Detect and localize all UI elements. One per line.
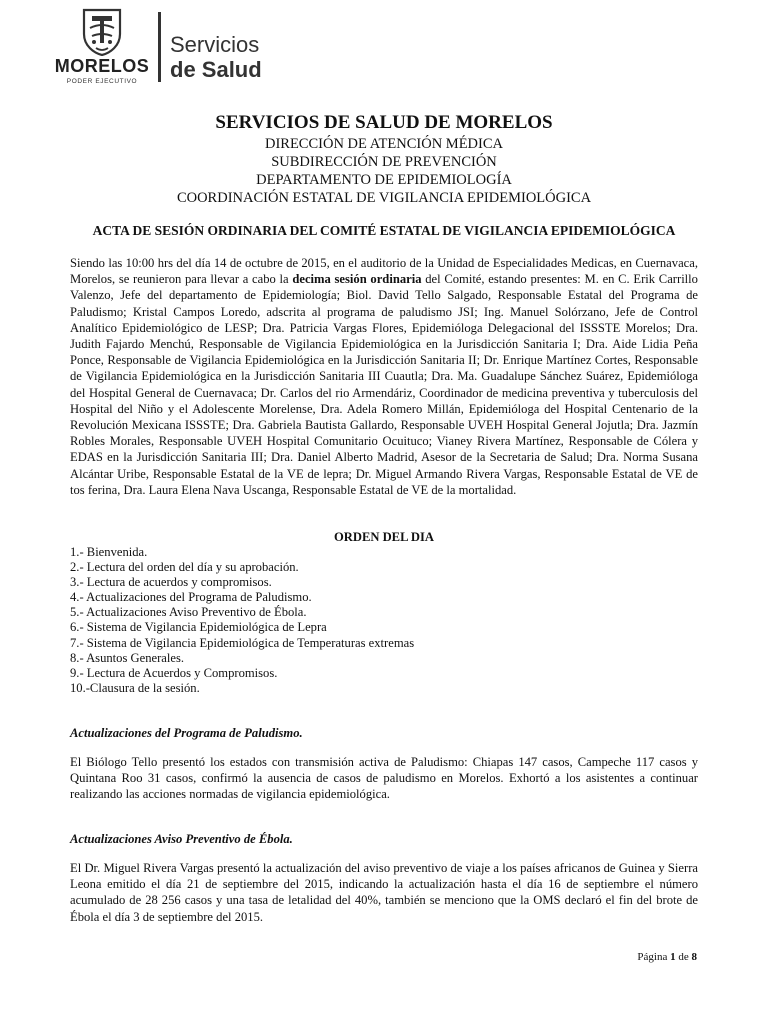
- logo-org-line2: de Salud: [170, 57, 262, 82]
- of-word: de: [678, 951, 689, 963]
- subtitle-line: DEPARTAMENTO DE EPIDEMIOLOGÍA: [256, 172, 512, 188]
- page-number: [637, 951, 697, 963]
- logo-state-subtitle: PODER EJECUTIVO: [66, 78, 138, 85]
- page-current: 1: [670, 951, 676, 963]
- document-title: SERVICIOS DE SALUD DE MORELOS: [215, 112, 553, 133]
- agenda-item: 7.- Sistema de Vigilancia Epidemiológica de Temperaturas extremas: [70, 635, 415, 650]
- intro-paragraph: [70, 255, 698, 498]
- logo-state-name: MORELOS: [54, 56, 150, 76]
- subtitle-block: [0, 135, 768, 207]
- acta-title: ACTA DE SESIÓN ORDINARIA DEL COMITÉ ESTATAL DE VIGILANCIA EPIDEMIOLÓGICA: [92, 223, 676, 238]
- agenda-item: 6.- Sistema de Vigilancia Epidemiológica de Lepra: [70, 620, 327, 635]
- morelos-crest-icon: [80, 8, 124, 56]
- agenda-item: 9.- Lectura de Acuerdos y Compromisos.: [70, 665, 278, 680]
- subtitle-line: SUBDIRECCIÓN DE PREVENCIÓN: [271, 154, 497, 170]
- subtitle-line: COORDINACIÓN ESTATAL DE VIGILANCIA EPIDEMIOLÓGICA: [176, 190, 592, 206]
- agenda-item: 10.-Clausura de la sesión.: [70, 680, 200, 695]
- section-text-paludismo: El Biólogo Tello presentó los estados con transmisión activa de Paludismo: Chiapas 147 casos, Campeche 117 casos y Quintana Roo 31 casos, confirmó la ausencia de casos de paludismo en Morelos. Exhortó a los asistentes a continuar realizando las acciones normadas de vigilancia epidemiológica.: [70, 755, 698, 802]
- agenda-item: 5.- Actualizaciones Aviso Preventivo de Ébola.: [70, 605, 307, 620]
- agenda-item: 2.- Lectura del orden del día y su aprobación.: [70, 560, 299, 575]
- agenda-item: 8.- Asuntos Generales.: [70, 650, 185, 665]
- agenda-item: 1.- Bienvenida.: [70, 545, 148, 559]
- intro-text-bold: decima sesión ordinaria: [292, 272, 422, 287]
- section-text-ebola: El Dr. Miguel Rivera Vargas presentó la actualización del aviso preventivo de viaje a los países africanos de Guinea y Sierra Leona emitido el día 21 de septiembre del 2015, indicando la actualización hasta el día 16 de septiembre el número acumulado de 28 256 casos y una tasa de letalidad del 40%, también se menciono que la OMS declaró el fin del brote de Ébola el día 3 de septiembre del 2015.: [70, 861, 698, 924]
- agenda-title: ORDEN DEL DIA: [333, 530, 435, 544]
- section-heading-ebola: Actualizaciones Aviso Preventivo de Ébola.: [70, 832, 293, 846]
- page-word: Página: [637, 951, 668, 963]
- intro-text-end: del Comité, estando presentes: M. en C. Erik Carrillo Valenzo, Jefe del departamento de Epidemiología; Biol. David Tello Salgado, Responsable Estatal del Programa de Paludismo; Kristal Campos Loredo, adscrita al programa de paludismo JSI; Ing. Manuel Solórzano, Jefe de Control Analítico Epidemiológico de LESP; Dra. Patricia Vargas Flores, Epidemióloga Delegacional del ISSSTE Morelos; Dra. Judith Fajardo Menchú, Responsable de Vigilancia Epidemiológica en la Jurisdicción Sanitaria I; Dra. Aide Lidia Peña Ponce, Responsable de Vigilancia Epidemiológica en la Jurisdicción Sanitaria II; Dr. Enrique Martínez Cortes, Responsable de Vigilancia Epidemiológica en la Jurisdicción Sanitaria III Cuautla; Dra. Ma. Guadalupe Sánchez Suárez, Epidemióloga del Hospital General de Cuernavaca; Dr. Carlos del rio Armendáriz, Coordinador de medicina preventiva y tuberculosis del Hospital del Niño y el Adolescente Morelense, Dra. Adela Romero Millán, Epidemióloga del Hospital Centenario de la Revolución Mexicana ISSSTE; Dra. Gabriela Bautista Gallardo, Responsable UVEH Hospital General Jojutla; Dra. Jazmín Robles Morales, Responsable UVEH Hospital Comunitario Ocuituco; Vianey Rivera Martínez, Responsable de Cólera y EDAS en la Jurisdicción Sanitaria III; Dra. Daniel Alberto Madrid, Asesor de la Secretaria de Salud; Dra. Norma Susana Alcántar Uribe, Responsable Estatal de la VE de lepra; Dr. Miguel Armando Rivera Vargas, Responsable Estatal de VE de tos ferina, Dra. Laura Elena Nava Uscanga, Responsable Estatal de VE de la mortalidad.: [70, 272, 698, 497]
- page-total: 8: [691, 951, 697, 963]
- logo-org-line1: Servicios: [170, 32, 260, 57]
- agenda-item: 3.- Lectura de acuerdos y compromisos.: [70, 575, 272, 590]
- intro-text-start: Siendo las 10:00 hrs del día 14 de octubre de 2015, en el auditorio de la Unidad de Especialidades Medicas, en Cuernavaca, Morelos, se reunieron para llevar a cabo la: [70, 256, 698, 287]
- subtitle-line: DIRECCIÓN DE ATENCIÓN MÉDICA: [264, 136, 504, 152]
- morelos-logo: [52, 8, 152, 86]
- agenda-list: [70, 545, 698, 696]
- logo-divider: [158, 12, 161, 82]
- agenda-item: 4.- Actualizaciones del Programa de Paludismo.: [70, 590, 312, 605]
- section-heading-paludismo: Actualizaciones del Programa de Paludismo.: [70, 726, 303, 740]
